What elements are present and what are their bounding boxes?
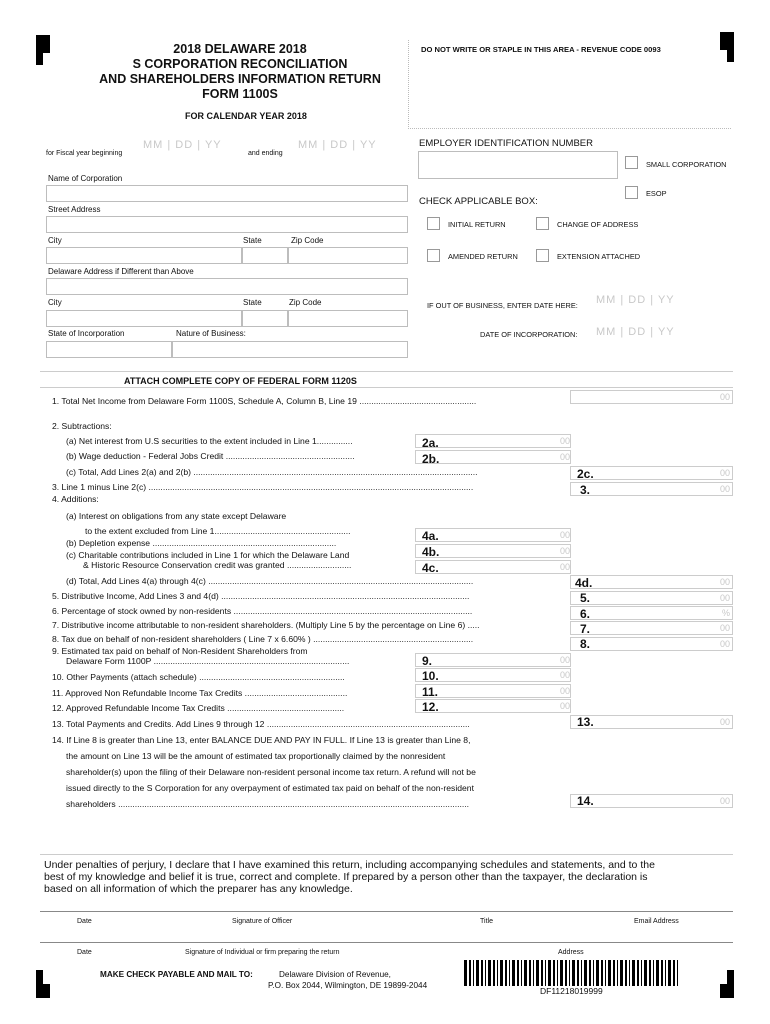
zip-code2-label: Zip Code bbox=[289, 298, 322, 307]
section-divider-attach bbox=[40, 387, 733, 388]
line-4b-number: 4b. bbox=[422, 545, 440, 559]
state-label: State bbox=[243, 236, 262, 245]
city-input[interactable] bbox=[46, 247, 242, 264]
line-10-label: 10. Other Payments (attach schedule) ............................................................. bbox=[52, 672, 345, 682]
amended-return-label: AMENDED RETURN bbox=[448, 252, 518, 261]
name-of-corporation-input[interactable] bbox=[46, 185, 408, 202]
line-14-cents: 00 bbox=[719, 796, 730, 806]
form-title-line-1: 2018 DELAWARE 2018 bbox=[173, 42, 307, 56]
line-9-label-1: 9. Estimated tax paid on behalf of Non-Resident Shareholders from bbox=[52, 646, 308, 656]
line-8-label: 8. Tax due on behalf of non-resident shareholders ( Line 7 x 6.60% ) ................................................................... bbox=[52, 634, 474, 644]
mail-to-line-2: P.O. Box 2044, Wilmington, DE 19899-2044 bbox=[268, 981, 428, 990]
line-3-number: 3. bbox=[580, 483, 591, 497]
line-10-cents: 00 bbox=[559, 670, 570, 680]
line-2b-label: (b) Wage deduction - Federal Jobs Credit ...................................................... bbox=[66, 451, 355, 461]
line-4b-cents: 00 bbox=[559, 546, 570, 556]
change-of-address-label: CHANGE OF ADDRESS bbox=[557, 220, 639, 229]
line-14-number: 14. bbox=[577, 794, 594, 808]
line-7-cents: 00 bbox=[719, 623, 730, 633]
line-4a-number: 4a. bbox=[422, 529, 439, 543]
line-6-number: 6. bbox=[580, 607, 591, 621]
line-14-label-3: shareholder(s) upon the filing of their Delaware non-resident personal income tax return. A refund will not be bbox=[66, 767, 476, 777]
registration-mark-top-left-stem bbox=[36, 35, 43, 65]
delaware-address-input[interactable] bbox=[46, 278, 408, 295]
line-13-label: 13. Total Payments and Credits. Add Lines 9 through 12 ..................................................................................... bbox=[52, 719, 470, 729]
zip-code2-input[interactable] bbox=[288, 310, 408, 327]
street-address-label: Street Address bbox=[48, 205, 101, 214]
registration-mark-bottom-left-foot bbox=[36, 984, 50, 998]
line-7-label: 7. Distributive income attributable to non-resident shareholders. (Multiply Line 5 by the percentage on Line 6) ..... bbox=[52, 620, 480, 630]
line-14-label-2: the amount on Line 13 will be the amount of estimated tax proportionally claimed by the nonresident bbox=[66, 751, 446, 761]
line-2b-number: 2b. bbox=[422, 452, 440, 466]
form-title-line-2: S CORPORATION RECONCILIATION bbox=[132, 57, 348, 71]
date-of-incorporation-label: DATE OF INCORPORATION: bbox=[480, 330, 578, 339]
line-1-label: 1. Total Net Income from Delaware Form 1100S, Schedule A, Column B, Line 19 ................................................. bbox=[52, 396, 477, 406]
check-applicable-label: CHECK APPLICABLE BOX: bbox=[419, 196, 538, 207]
line-2-label: 2. Subtractions: bbox=[52, 421, 112, 431]
esop-label: ESOP bbox=[646, 189, 667, 198]
out-of-business-date-input[interactable]: MM | DD | YY bbox=[596, 294, 675, 306]
line-2a-label: (a) Net interest from U.S securities to the extent included in Line 1............... bbox=[66, 436, 353, 446]
nature-of-business-input[interactable] bbox=[172, 341, 408, 358]
declaration-text-3: based on all information of which the preparer has any knowledge. bbox=[44, 883, 353, 895]
small-corporation-checkbox[interactable] bbox=[625, 156, 638, 169]
state-of-incorporation-label: State of Incorporation bbox=[48, 329, 125, 338]
line-3-label: 3. Line 1 minus Line 2(c) ........................................................................................................................................ bbox=[52, 482, 474, 492]
fiscal-year-beginning-label: for Fiscal year beginning bbox=[46, 150, 123, 157]
line-8-number: 8. bbox=[580, 637, 591, 651]
line-4d-label: (d) Total, Add Lines 4(a) through 4(c) ............................................................................................................... bbox=[66, 576, 474, 586]
line-10-number: 10. bbox=[422, 669, 439, 683]
mail-to-line-1: Delaware Division of Revenue, bbox=[279, 970, 391, 979]
declaration-text-1: Under penalties of perjury, I declare that I have examined this return, including accompanying schedules and statements, and to the bbox=[44, 859, 655, 871]
registration-mark-bottom-right-foot bbox=[720, 984, 734, 998]
line-5-cents: 00 bbox=[719, 593, 730, 603]
preparer-signature-label: Signature of Individual or firm preparing the return bbox=[185, 949, 340, 956]
signature-line-1 bbox=[40, 911, 733, 912]
name-of-corporation-label: Name of Corporation bbox=[48, 174, 123, 183]
esop-checkbox[interactable] bbox=[625, 186, 638, 199]
preparer-date-label: Date bbox=[77, 949, 92, 956]
line-4-label: 4. Additions: bbox=[52, 494, 99, 504]
line-12-cents: 00 bbox=[559, 701, 570, 711]
line-1-cents: 00 bbox=[719, 392, 730, 402]
line-9-cents: 00 bbox=[559, 655, 570, 665]
delaware-address-label: Delaware Address if Different than Above bbox=[48, 267, 194, 276]
line-12-label: 12. Approved Refundable Income Tax Credits ................................................. bbox=[52, 703, 345, 713]
city2-input[interactable] bbox=[46, 310, 242, 327]
do-not-write-notice: DO NOT WRITE OR STAPLE IN THIS AREA - REVENUE CODE 0093 bbox=[421, 45, 661, 54]
line-2a-cents: 00 bbox=[559, 436, 570, 446]
line-5-number: 5. bbox=[580, 591, 591, 605]
signature-email-label: Email Address bbox=[634, 918, 679, 925]
line-2b-cents: 00 bbox=[559, 452, 570, 462]
line-4b-label: (b) Depletion expense ............................................................................. bbox=[66, 538, 337, 548]
signature-title-label: Title bbox=[480, 918, 493, 925]
line-4c-number: 4c. bbox=[422, 561, 439, 575]
city2-label: City bbox=[48, 298, 62, 307]
line-4d-cents: 00 bbox=[719, 577, 730, 587]
section-divider-top bbox=[40, 371, 733, 372]
form-subtitle: FOR CALENDAR YEAR 2018 bbox=[185, 111, 307, 121]
form-title-line-4: FORM 1100S bbox=[202, 87, 278, 101]
line-4a-cents: 00 bbox=[559, 530, 570, 540]
ein-input[interactable] bbox=[418, 151, 618, 179]
state2-input[interactable] bbox=[242, 310, 288, 327]
fiscal-begin-date-input[interactable]: MM | DD | YY bbox=[143, 139, 222, 151]
form-title-line-3: AND SHAREHOLDERS INFORMATION RETURN bbox=[99, 72, 381, 86]
line-2c-label: (c) Total, Add Lines 2(a) and 2(b) ....................................................................................................................... bbox=[66, 467, 478, 477]
line-7-number: 7. bbox=[580, 622, 591, 636]
attach-federal-form-notice: ATTACH COMPLETE COPY OF FEDERAL FORM 1120S bbox=[124, 376, 357, 386]
line-3-cents: 00 bbox=[719, 484, 730, 494]
initial-return-checkbox[interactable] bbox=[427, 217, 440, 230]
small-corporation-label: SMALL CORPORATION bbox=[646, 160, 727, 169]
zip-code-label: Zip Code bbox=[291, 236, 324, 245]
line-13-cents: 00 bbox=[719, 717, 730, 727]
signature-date-label: Date bbox=[77, 918, 92, 925]
line-4c-label-2: & Historic Resource Conservation credit was granted ........................... bbox=[83, 560, 352, 570]
line-14-label-4: issued directly to the S Corporation for any overpayment of estimated tax paid on behalf of the non-resident bbox=[66, 783, 474, 793]
line-9-label-2: Delaware Form 1100P .................................................................................. bbox=[66, 656, 350, 666]
line-13-number: 13. bbox=[577, 715, 594, 729]
city-label: City bbox=[48, 236, 62, 245]
signature-line-2 bbox=[40, 942, 733, 943]
initial-return-label: INITIAL RETURN bbox=[448, 220, 506, 229]
line-8-cents: 00 bbox=[719, 639, 730, 649]
line-14-label-5: shareholders ................................................................................................................................................... bbox=[66, 799, 470, 809]
mail-to-label: MAKE CHECK PAYABLE AND MAIL TO: bbox=[100, 970, 253, 979]
date-of-incorporation-input[interactable]: MM | DD | YY bbox=[596, 326, 675, 338]
line-6-label: 6. Percentage of stock owned by non-residents .................................................................................................... bbox=[52, 606, 473, 616]
section-divider-declaration bbox=[40, 854, 733, 855]
change-of-address-checkbox[interactable] bbox=[536, 217, 549, 230]
barcode-number: DF11218019999 bbox=[540, 986, 603, 996]
line-11-cents: 00 bbox=[559, 686, 570, 696]
street-address-input[interactable] bbox=[46, 216, 408, 233]
extension-attached-checkbox[interactable] bbox=[536, 249, 549, 262]
state-input[interactable] bbox=[242, 247, 288, 264]
line-11-label: 11. Approved Non Refundable Income Tax Credits ........................................... bbox=[52, 688, 348, 698]
zip-code-input[interactable] bbox=[288, 247, 408, 264]
state2-label: State bbox=[243, 298, 262, 307]
line-4d-number: 4d. bbox=[575, 576, 593, 590]
fiscal-end-date-input[interactable]: MM | DD | YY bbox=[298, 139, 377, 151]
line-9-number: 9. bbox=[422, 654, 433, 668]
extension-attached-label: EXTENSION ATTACHED bbox=[557, 252, 641, 261]
state-of-incorporation-input[interactable] bbox=[46, 341, 172, 358]
nature-of-business-label: Nature of Business: bbox=[176, 329, 246, 338]
line-11-number: 11. bbox=[422, 685, 439, 699]
line-6-percent: % bbox=[721, 608, 730, 618]
ein-label: EMPLOYER IDENTIFICATION NUMBER bbox=[419, 138, 594, 149]
line-2c-number: 2c. bbox=[577, 467, 594, 481]
line-4a-label-2: to the extent excluded from Line 1......................................................... bbox=[85, 526, 351, 536]
out-of-business-label: IF OUT OF BUSINESS, ENTER DATE HERE: bbox=[427, 301, 578, 310]
declaration-text-2: best of my knowledge and belief it is true, correct and complete. If prepared by a person other than the taxpayer, the declaration is bbox=[44, 871, 648, 883]
barcode-image bbox=[464, 960, 682, 986]
line-4a-label-1: (a) Interest on obligations from any state except Delaware bbox=[66, 511, 287, 521]
line-4c-label-1: (c) Charitable contributions included in Line 1 for which the Delaware Land bbox=[66, 550, 350, 560]
line-2a-number: 2a. bbox=[422, 436, 439, 450]
signature-officer-label: Signature of Officer bbox=[232, 918, 293, 925]
preparer-address-label: Address bbox=[558, 949, 584, 956]
line-5-label: 5. Distributive Income, Add Lines 3 and 4(d) ........................................................................................................ bbox=[52, 591, 470, 601]
line-4c-cents: 00 bbox=[559, 562, 570, 572]
fiscal-year-ending-label: and ending bbox=[248, 150, 283, 157]
amended-return-checkbox[interactable] bbox=[427, 249, 440, 262]
line-2c-cents: 00 bbox=[719, 468, 730, 478]
line-14-label-1: 14. If Line 8 is greater than Line 13, enter BALANCE DUE AND PAY IN FULL. If Line 13 is greater than Line 8, bbox=[52, 735, 471, 745]
line-12-number: 12. bbox=[422, 700, 439, 714]
